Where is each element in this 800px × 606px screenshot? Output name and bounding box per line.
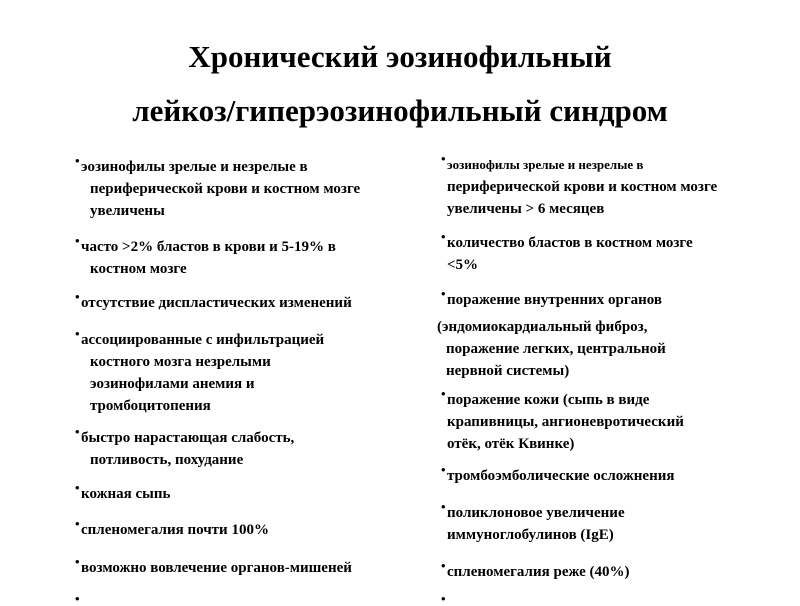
left-list-item: • часто >2% бластов в крови и 5-19% в костном мозге xyxy=(75,233,336,277)
right-list-item: • тромбоэмболические осложнения xyxy=(441,462,675,484)
bullet-icon: • xyxy=(75,480,80,495)
bullet-icon: • xyxy=(441,558,446,573)
title-line-2: лейкоз/гиперэозинофильный синдром xyxy=(132,93,668,128)
bullet-icon: • xyxy=(441,386,446,401)
bullet-icon: • xyxy=(75,289,80,304)
right-list-item: • поражение кожи (сыпь в виде крапивницы, ангионевротический отёк, отёк Квинке) xyxy=(441,386,684,452)
right-list-item: • поражение внутренних органов xyxy=(441,286,663,308)
bullet-icon: • xyxy=(75,424,80,439)
bullet-icon: • xyxy=(75,554,80,569)
left-list-item: • возможно вовлечение органов-мишеней xyxy=(75,554,352,576)
bullet-icon: • xyxy=(441,499,446,514)
left-list-item: • спленомегалия почти 100% xyxy=(75,516,269,538)
right-list-subtext: (эндомиокардиальный фиброз, поражение легких, центральной нервной системы) xyxy=(437,319,666,379)
right-list-item: • спленомегалия реже (40%) xyxy=(441,558,630,580)
bullet-icon: • xyxy=(441,151,446,166)
bullet-icon: • xyxy=(441,462,446,477)
bullet-icon: • xyxy=(441,286,446,301)
slide-title xyxy=(0,30,800,138)
bullet-icon: • xyxy=(75,153,80,168)
left-list-item: • отсутствие диспластических изменений xyxy=(75,289,352,311)
bullet-icon: • xyxy=(75,326,80,341)
title-line-1: Хронический эозинофильный xyxy=(188,39,612,74)
bullet-icon: • xyxy=(441,229,446,244)
left-list-item: • быстро нарастающая слабость, потливость, похудание xyxy=(75,424,295,468)
right-list-item: • поликлоновое увеличение иммуноглобулинов (IgE) xyxy=(441,499,625,543)
left-list-item: • ассоциированные с инфильтрацией костного мозга незрелыми эозинофилами анемия и тромбоцитопения xyxy=(75,326,325,414)
left-list-item: • кожная сыпь xyxy=(75,480,171,502)
bullet-icon: • xyxy=(75,233,80,248)
bullet-icon: • xyxy=(75,516,80,531)
left-list-item: • эозинофилы зрелые и незрелые в периферической крови и костном мозге увеличены xyxy=(75,153,361,219)
right-list-item: • эозинофилы зрелые и незрелые в периферической крови и костном мозге увеличены > 6 месяцев xyxy=(441,151,718,217)
right-list-item: • количество бластов в костном мозге <5% xyxy=(441,229,693,273)
